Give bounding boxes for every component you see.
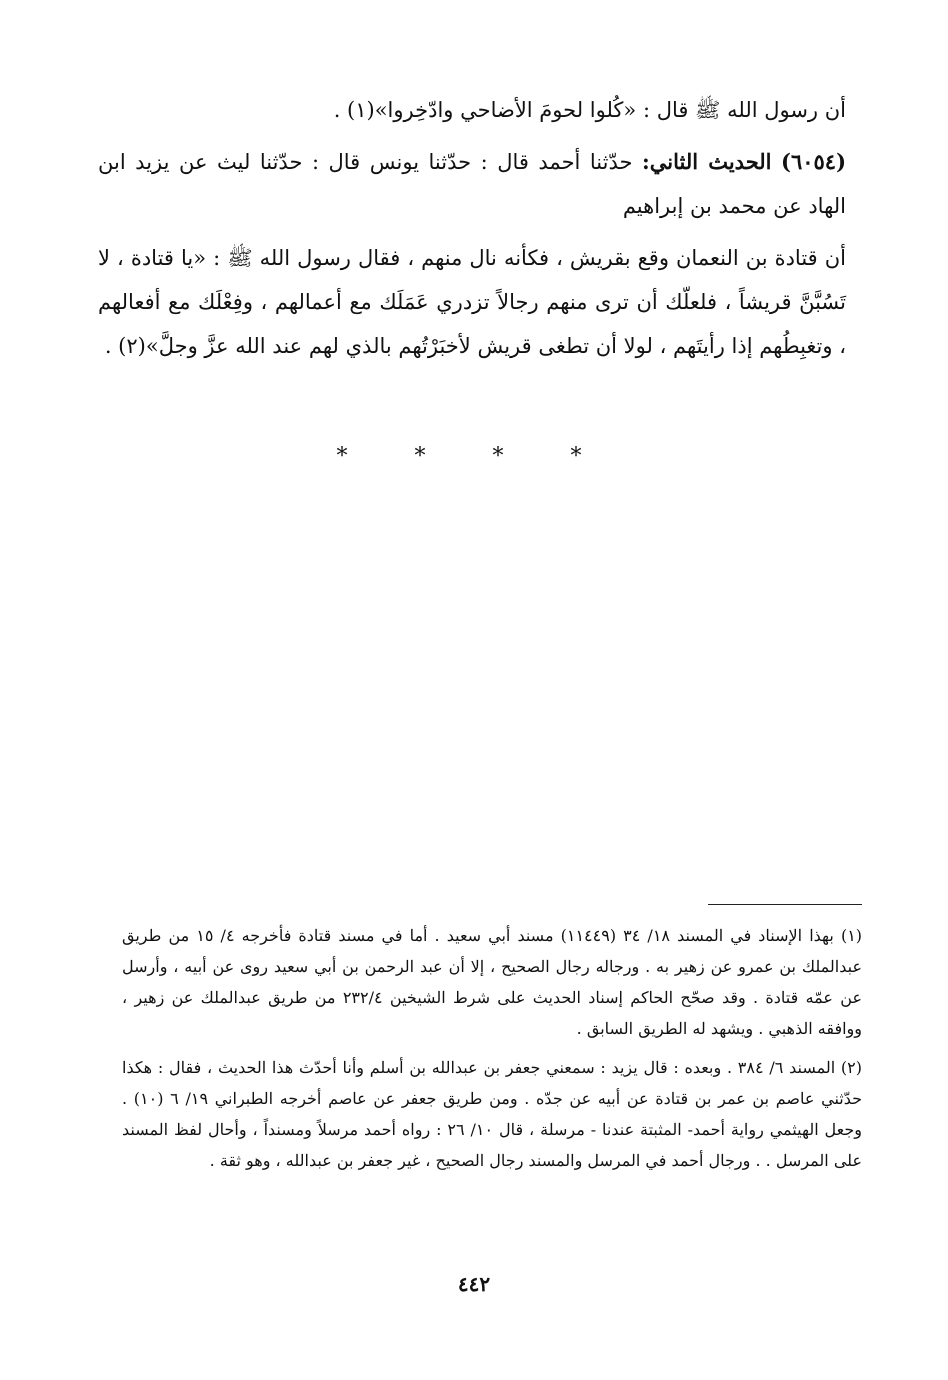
hadith-matn: أن قتادة بن النعمان وقع بقريش ، فكأنه نال منهم ، فقال رسول الله ﷺ : «يا قتادة ، لا تَسُبَّنَّ قريشاً ، فلعلّك أن ترى منهم رجالاً تزدري عَمَلَك مع أعمالهم ، وفِعْلَك مع أفعالهم ، وتغبِطُهم إذا رأيتَهم ، لولا أن تطغى قريش لأخبَرْتُهم بالذي لهم عند الله عزَّ وجلَّ»(٢) . [98,246,846,358]
hadith-isnad: حدّثنا أحمد قال : حدّثنا يونس قال : حدّثنا ليث عن يزيد ابن الهاد عن محمد بن إبراهيم [98,150,846,218]
paragraph-1: أن رسول الله ﷺ قال : «كُلوا لحومَ الأضاحي وادّخِروا»(١) . [333,98,846,122]
section-separator: * * * * [336,444,612,469]
footnote-2: (٢) المسند ٦/ ٣٨٤ . وبعده : قال يزيد : سمعني جعفر بن عبدالله بن أسلم وأنا أحدّث هذا الحديث ، فقال : هكذا حدّثني عاصم بن عمر بن قتادة عن أبيه عن جدّه . ومن طريق جعفر عن عاصم أخرجه الطبراني ١٩/ ٦ (١٠) . وجعل الهيثمي رواية أحمد- المثبتة عندنا - مرسلة ، قال ١٠/ ٢٦ : رواه أحمد مرسلاً ومسنداً ، وأحال لفظ المسند على المرسل . . ورجال أحمد في المرسل والمسند رجال الصحيح ، غير جعفر بن عبدالله ، وهو ثقة . [122,1058,863,1170]
hadith-title: الحديث الثاني: [642,149,772,174]
hadith-header [98,140,846,228]
hadith-number: (٦٠٥٤) [781,149,847,174]
main-text [98,88,846,368]
footnote-1: (١) بهذا الإسناد في المسند ١٨/ ٣٤ (١١٤٤٩) مسند أبي سعيد . أما في مسند قتادة فأخرجه ٤/ ١٥ من طريق عبدالملك بن عمرو عن زهير به . ورجاله رجال الصحيح ، إلا أن عبد الرحمن بن أبي سعيد روى عن أبيه ، وأرسل عن عمّه قتادة . وقد صحّح الحاكم إسناد الحديث على شرط الشيخين ٢٣٢/٤ من طريق عبدالملك عن زهير ، ووافقه الذهبي . ويشهد له الطريق السابق . [122,926,863,1038]
footnotes [122,920,862,1176]
footnote-rule [708,904,862,905]
page-number: ٤٤٢ [457,1272,491,1296]
